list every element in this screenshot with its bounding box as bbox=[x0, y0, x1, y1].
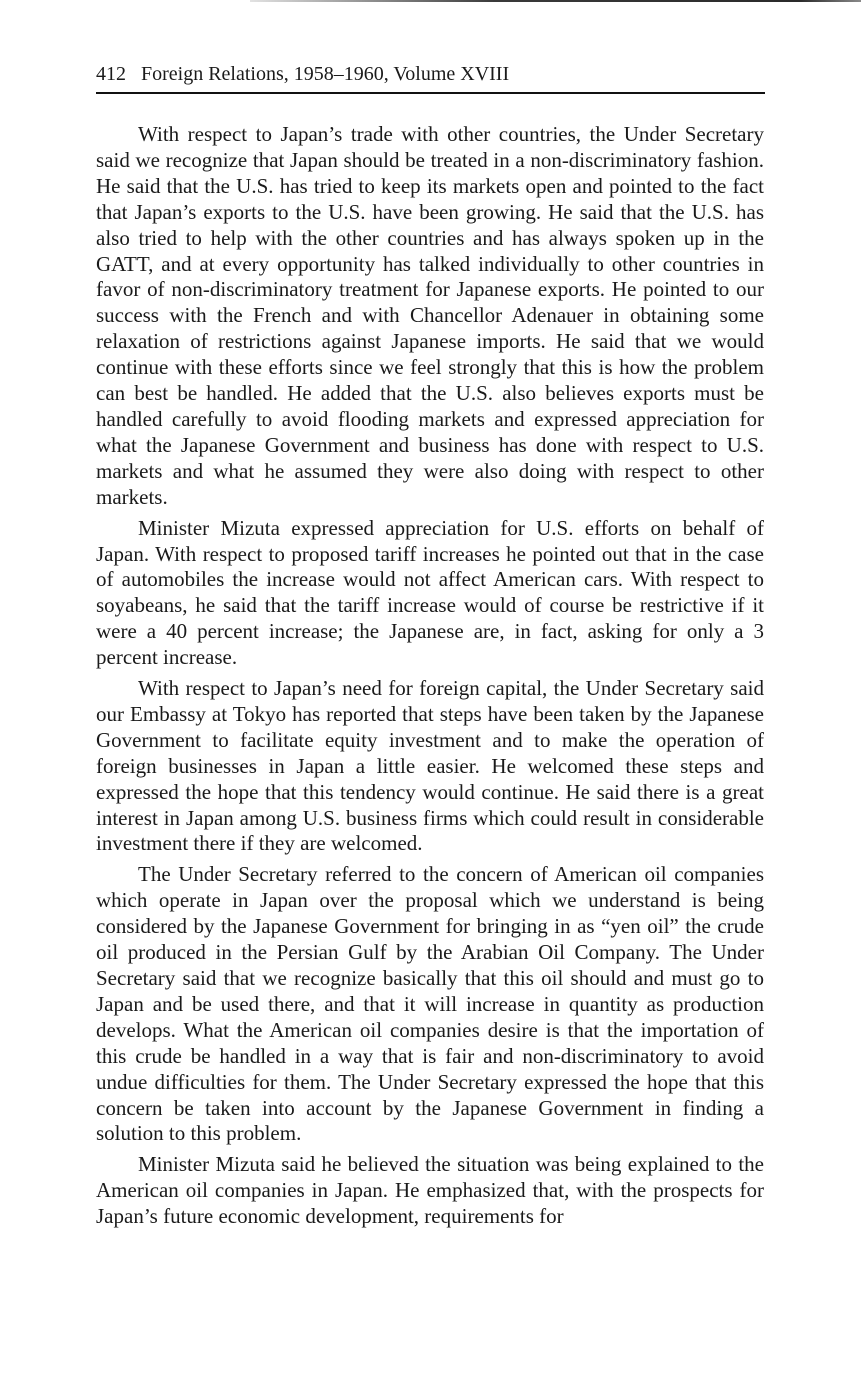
scan-edge-line bbox=[250, 0, 861, 2]
header-rule bbox=[96, 92, 765, 94]
body-text bbox=[96, 122, 764, 1235]
volume-title: Foreign Relations, 1958–1960, Volume XVIII bbox=[141, 63, 510, 85]
running-head bbox=[96, 60, 765, 88]
paragraph-oil-companies: The Under Secretary referred to the concern of American oil companies which operate in Japan over the proposal which we understand is being considered by the Japanese Government for bringing in as “yen oil” the crude oil produced in the Persian Gulf by the Arabian Oil Company. The Under Secretary said that we recognize basically that this oil should and must go to Japan and be used there, and that it will increase in quantity as production develops. What the American oil companies desire is that the importation of this crude be handled in a way that is fair and non-discriminatory to avoid undue difficulties for them. The Under Secretary expressed the hope that this concern be taken into account by the Japanese Government in finding a solution to this problem. bbox=[96, 862, 764, 1146]
paragraph-trade: With respect to Japan’s trade with other countries, the Under Secretary said we recognize that Japan should be treated in a non-discriminatory fashion. He said that the U.S. has tried to keep its markets open and pointed to the fact that Japan’s exports to the U.S. have been growing. He said that the U.S. has also tried to help with the other countries and has always spoken up in the GATT, and at every opportunity has talked individually to other countries in favor of non-discriminatory treatment for Japanese exports. He pointed to our success with the French and with Chancellor Adenauer in obtaining some relaxation of restrictions against Japanese imports. He said that we would continue with these efforts since we feel strongly that this is how the problem can best be handled. He added that the U.S. also believes exports must be handled carefully to avoid flooding markets and expressed appreciation for what the Japanese Government and business has done with respect to U.S. markets and what he assumed they were also doing with respect to other markets. bbox=[96, 122, 764, 509]
page-number: 412 bbox=[96, 63, 126, 85]
paragraph-mizuta-oil: Minister Mizuta said he believed the situation was being explained to the American oil companies in Japan. He emphasized that, with the prospects for Japan’s future economic development, requirements for bbox=[96, 1152, 764, 1229]
paragraph-mizuta-tariffs: Minister Mizuta expressed appreciation for U.S. efforts on behalf of Japan. With respect to proposed tariff increases he pointed out that in the case of automobiles the increase would not affect American cars. With respect to soyabeans, he said that the tariff increase would of course be restrictive if it were a 40 percent increase; the Japanese are, in fact, asking for only a 3 percent increase. bbox=[96, 515, 764, 670]
paragraph-foreign-capital: With respect to Japan’s need for foreign capital, the Under Secretary said our Embassy at Tokyo has reported that steps have been taken by the Japanese Government to facilitate equity investment and to make the operation of foreign businesses in Japan a little easier. He welcomed these steps and expressed the hope that this tendency would continue. He said there is a great interest in Japan among U.S. business firms which could result in considerable investment there if they are welcomed. bbox=[96, 676, 764, 856]
